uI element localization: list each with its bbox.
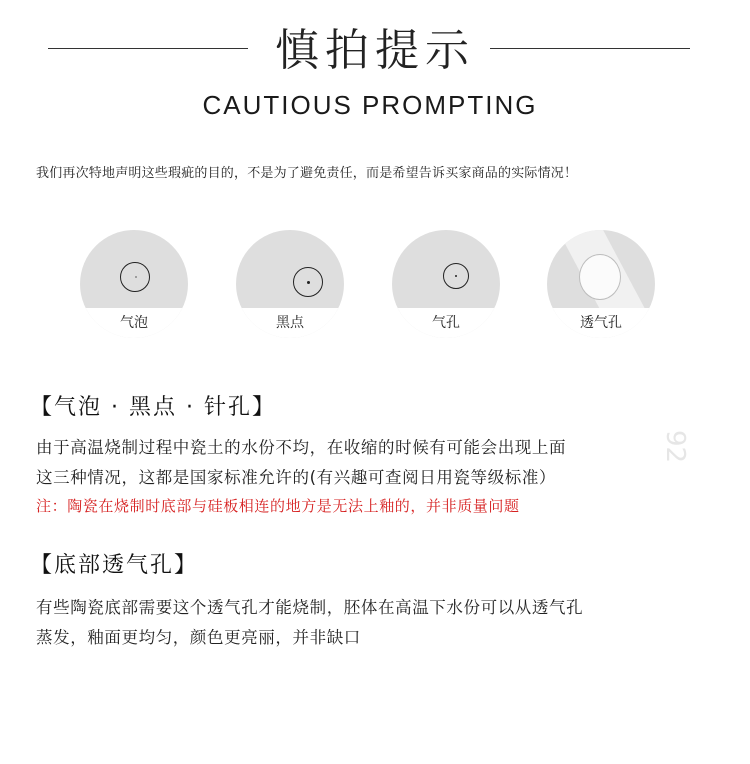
pinhole-dot (455, 275, 457, 277)
defect-label: 气孔 (432, 315, 460, 331)
defect-label: 黑点 (276, 315, 304, 331)
warning-note: 注：陶瓷在烧制时底部与硅板相连的地方是无法上釉的，并非质量问题 (36, 497, 520, 515)
bubble-dot (135, 276, 137, 278)
black-dot (307, 281, 310, 284)
page-subtitle: CAUTIOUS PROMPTING (202, 90, 538, 120)
defect-examples (0, 230, 750, 340)
section2-line-1: 有些陶瓷底部需要这个透气孔才能烧制，胚体在高温下水份可以从透气孔 (36, 598, 584, 617)
page-title: 慎拍提示 (275, 25, 475, 76)
defect-pinhole (392, 230, 500, 338)
section1-line-2: 这三种情况，这都是国家标准允许的(有兴趣可查阅日用瓷等级标准） (36, 468, 557, 487)
section2-line-2: 蒸发，釉面更均匀，颜色更亮丽，并非缺口 (36, 628, 361, 647)
section-title-vent-hole: 【底部透气孔】 (30, 553, 199, 578)
defect-label: 气泡 (120, 315, 148, 331)
vent-hole-icon (579, 254, 621, 300)
defect-label: 透气孔 (580, 315, 622, 331)
notice-text: 我们再次特地声明这些瑕疵的目的，不是为了避免责任，而是希望告诉买家商品的实际情况！ (36, 166, 578, 181)
defect-vent-hole (547, 230, 655, 338)
section-title-defects: 【气泡 · 黑点 · 针孔】 (30, 395, 276, 420)
watermark: 92 (660, 430, 690, 464)
section1-line-1: 由于高温烧制过程中瓷土的水份不均，在收缩的时候有可能会出现上面 (36, 438, 567, 457)
defect-black-dot (236, 230, 344, 338)
defect-bubble (80, 230, 188, 338)
